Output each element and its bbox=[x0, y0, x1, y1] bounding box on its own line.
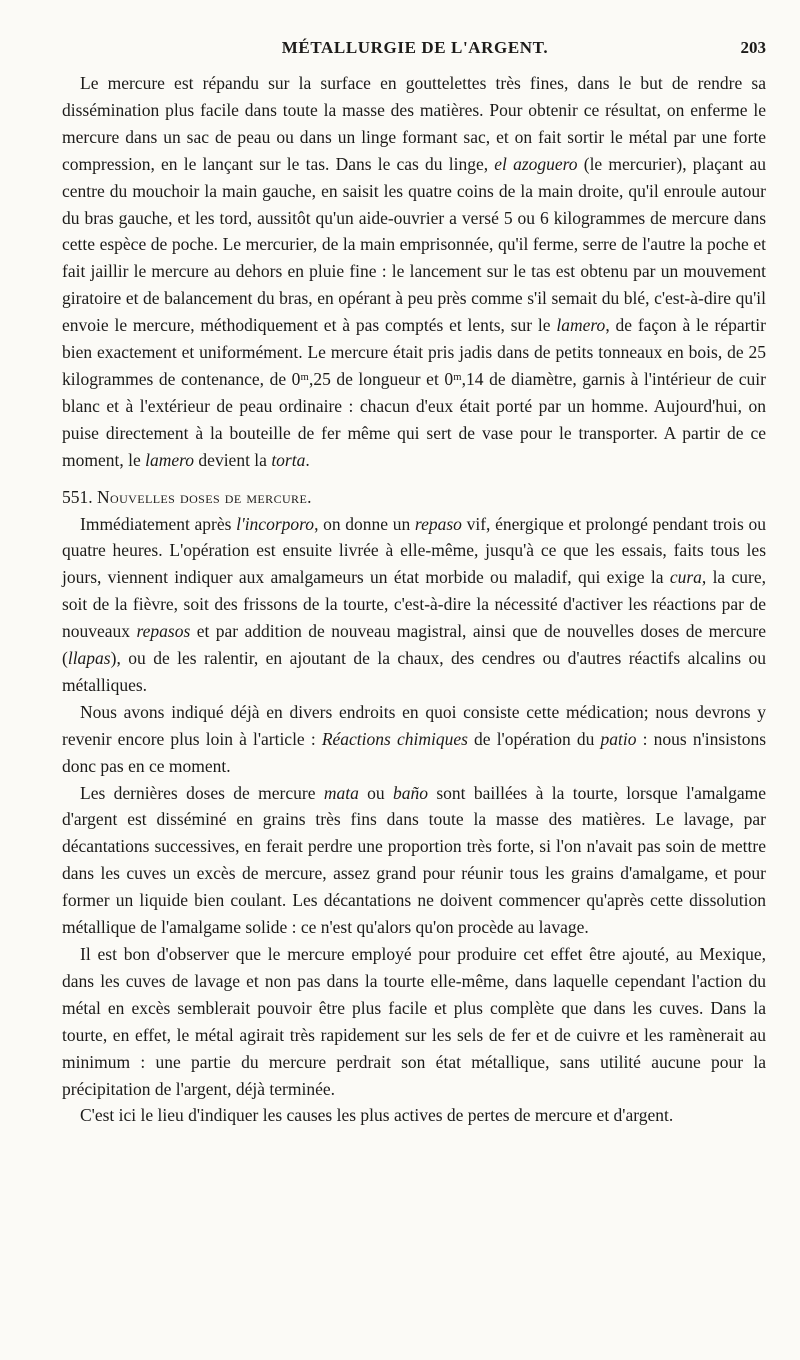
italic-term: lamero bbox=[556, 315, 606, 336]
section-number: 551. bbox=[62, 486, 93, 507]
text-run: Nous avons indiqué déjà en divers endroits en quoi consiste cette médication; nous devrons y revenir encore plus loin à l'article : bbox=[62, 701, 766, 749]
paragraph-medication bbox=[62, 699, 766, 780]
italic-term: Réactions chimiques bbox=[321, 728, 468, 749]
text-run: , la cure, soit de la fièvre, soit des frissons de la tourte, c'est-à-dire la nécessité d'activer les réactions par de nouveaux bbox=[62, 567, 766, 642]
text-run: Le mercure est répandu sur la surface en gouttelettes très fines, dans le but de rendre sa dissémination plus facile dans toute la masse des matières. Pour obtenir ce résultat, on enferme le mercure dans un sac de peau ou dans un linge formant sac, et on fait sortir le métal par une forte compression, en le lançant sur le tas. Dans le cas du linge, bbox=[62, 73, 766, 174]
text-run: sont baillées à la tourte, lorsque l'amalgame d'argent est disséminé en grains très fins dans toute la masse des matières. Le lavage, par décantations successives, en ferait perdre une proportion très forte, si l'on n'avait pas soin de mettre dans les cuves un excès de mercure, assez grand pour réunir tous les grains d'amalgame, et pour former un liquide bien coulant. Les décantations ne doivent commencer qu'après cette dissolution métallique de l'amalgame solide : ce n'est qu'alors qu'on procède au lavage. bbox=[62, 782, 767, 938]
text-run: , de façon à le répartir bien exactement et uniformément. Le mercure était pris jadis dans de petits tonneaux en bois, de 25 kilogrammes de contenance, de 0ᵐ,25 de longueur et 0ᵐ,14 de diamètre, garnis à l'intérieur de cuir blanc et à l'extérieur de peau ordinaire : chacun d'eux était porté par un homme. Aujourd'hui, on puise directement à la bouteille de fer même qui sert de vase pour le transporter. A partir de ce moment, le bbox=[62, 315, 766, 470]
italic-term: llapas bbox=[67, 648, 111, 669]
paragraph-last-doses bbox=[62, 780, 766, 941]
italic-term: cura bbox=[669, 567, 702, 588]
italic-term: l'incorporo bbox=[236, 513, 315, 534]
text-run: ), ou de les ralentir, en ajoutant de la chaux, des cendres ou d'autres réactifs alcalins ou métalliques. bbox=[62, 648, 766, 695]
section-heading bbox=[62, 484, 766, 511]
text-body bbox=[62, 70, 766, 1129]
italic-term: torta bbox=[271, 449, 306, 470]
italic-term: repaso bbox=[414, 513, 462, 534]
text-run: , on donne un bbox=[314, 513, 415, 534]
italic-term: mata bbox=[323, 782, 359, 803]
paragraph-losses: C'est ici le lieu d'indiquer les causes les plus actives de pertes de mercure et d'argent. bbox=[80, 1105, 674, 1126]
section-title: Nouvelles doses de mercure. bbox=[97, 486, 312, 507]
page-number: 203 bbox=[740, 38, 766, 57]
paragraph-incorporo bbox=[62, 511, 766, 699]
italic-term: lamero bbox=[145, 449, 195, 470]
text-run: Les dernières doses de mercure bbox=[80, 782, 324, 803]
text-run: ou bbox=[358, 782, 393, 803]
italic-term: el azoguero bbox=[494, 153, 578, 174]
paragraph-mercury-spreading bbox=[62, 70, 766, 474]
italic-term: repasos bbox=[136, 621, 191, 642]
text-run: (le mercurier), plaçant au centre du mouchoir la main gauche, en saisit les quatre coins de la main droite, qu'il enroule autour du bras gauche, et les tord, aussitôt qu'un aide-ouvrier a versé 5 ou 6 kilogrammes de mercure dans cette espèce de poche. Le mercurier, de la main emprisonnée, qu'il ferme, serre de l'autre la poche et fait jaillir le mercure au dehors en pluie fine : le lancement sur le tas est obtenu par un mouvement giratoire et de balancement du bras, en opérant à peu près comme s'il semait du blé, c'est-à-dire qu'il envoie le mercure, méthodiquement et à pas comptés et lents, sur le bbox=[62, 153, 766, 336]
text-run: . bbox=[305, 449, 310, 470]
paragraph-observation: Il est bon d'observer que le mercure employé pour produire cet effet être ajouté, au Mexique, dans les cuves de lavage et non pas dans la tourte elle-même, dans laquelle cependant l'action du métal en excès semblerait pouvoir être plus facile et plus complète que dans les cuves. Dans la tourte, en effet, le métal agirait très rapidement sur les sels de fer et de cuivre et les ramènerait au minimum : une partie du mercure perdrait son état métallique, sans utilité aucune pour la précipitation de l'argent, déjà terminée. bbox=[62, 944, 766, 1099]
running-head bbox=[64, 38, 766, 66]
text-run: devient la bbox=[194, 449, 272, 470]
text-run: vif, énergique et prolongé pendant trois ou quatre heures. L'opération est ensuite livrée à elle-même, jusqu'à ce que les essais, faits tous les jours, viennent indiquer aux amalgameurs un état morbide ou maladif, qui exige la bbox=[62, 513, 766, 588]
running-title: MÉTALLURGIE DE L'ARGENT. bbox=[281, 38, 549, 57]
text-run: et par addition de nouveau magistral, ainsi que de nouvelles doses de mercure ( bbox=[62, 621, 766, 669]
italic-term: baño bbox=[393, 782, 428, 803]
text-run: : nous n'insistons donc pas en ce moment. bbox=[62, 728, 766, 776]
italic-term: patio bbox=[600, 728, 637, 749]
text-run: de l'opération du bbox=[467, 728, 601, 749]
text-run: Immédiatement après bbox=[80, 513, 237, 534]
